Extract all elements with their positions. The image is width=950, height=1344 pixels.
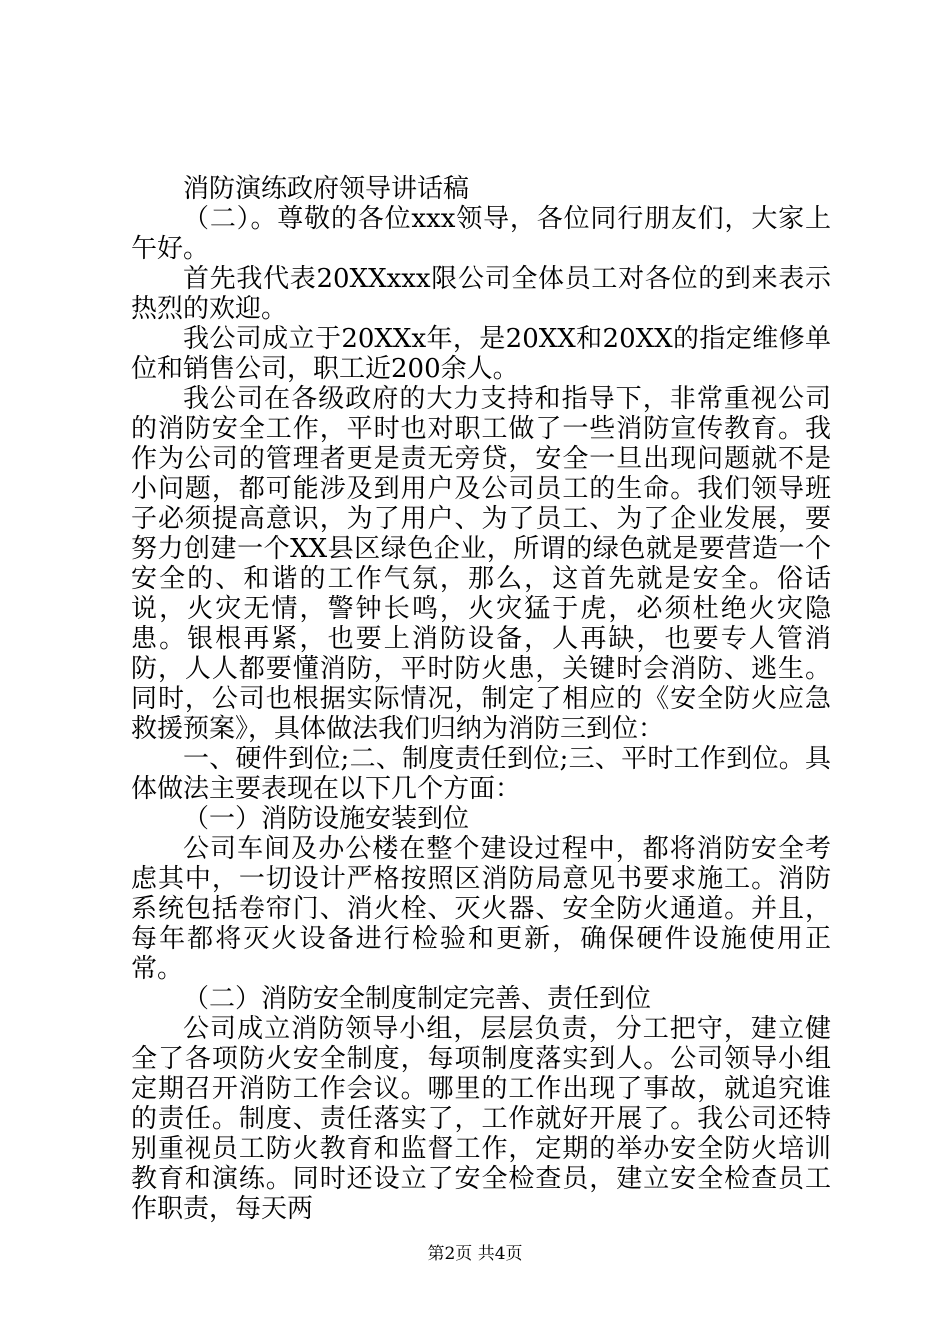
- paragraph-facilities: 公司车间及办公楼在整个建设过程中，都将消防安全考虑其中，一切设计严格按照区消防局意见书要求施工。消防系统包括卷帘门、消火栓、灭火器、安全防火通道。并且，每年都将灭火设备进行检验和更新，确保硬件设施使用正常。: [131, 834, 831, 984]
- section-heading-system: （二）消防安全制度制定完善、责任到位: [183, 984, 652, 1014]
- paragraph-safety-work: 我公司在各级政府的大力支持和指导下，非常重视公司的消防安全工作，平时也对职工做了一些消防宣传教育。我作为公司的管理者更是责无旁贷，安全一旦出现问题就不是小问题，都可能涉及到用户及公司员工的生命。我们领导班子必须提高意识，为了用户、为了员工、为了企业发展，要努力创建一个XX县区绿色企业，所谓的绿色就是要营造一个安全的、和谐的工作气氛，那么，这首先就是安全。俗话说，火灾无情，警钟长鸣，火灾猛于虎，必须杜绝火灾隐患。银根再紧，也要上消防设备，人再缺，也要专人管消防，人人都要懂消防，平时防火患，关键时会消防、逃生。同时，公司也根据实际情况，制定了相应的《安全防火应急救援预案》，具体做法我们归纳为消防三到位：: [131, 384, 831, 744]
- section-heading-facilities: （一）消防设施安装到位: [183, 804, 470, 834]
- page-number: 第2页 共4页: [427, 1244, 523, 1264]
- paragraph-company-intro: 我公司成立于20XXx年，是20XX和20XX的指定维修单位和销售公司，职工近200余人。: [131, 324, 831, 384]
- paragraph-welcome: 首先我代表20XXxxx限公司全体员工对各位的到来表示热烈的欢迎。: [131, 264, 831, 324]
- document-title: 消防演练政府领导讲话稿: [183, 174, 470, 204]
- paragraph-greeting: （二）。尊敬的各位xxx领导，各位同行朋友们，大家上午好。: [131, 204, 831, 264]
- document-body: [131, 174, 831, 1224]
- page-footer: [0, 1244, 950, 1264]
- paragraph-three-points: 一、硬件到位;二、制度责任到位;三、平时工作到位。具体做法主要表现在以下几个方面：: [131, 744, 831, 804]
- paragraph-system: 公司成立消防领导小组，层层负责，分工把守，建立健全了各项防火安全制度，每项制度落实到人。公司领导小组定期召开消防工作会议。哪里的工作出现了事故，就追究谁的责任。制度、责任落实了，工作就好开展了。我公司还特别重视员工防火教育和监督工作，定期的举办安全防火培训教育和演练。同时还设立了安全检查员，建立安全检查员工作职责，每天两: [131, 1014, 831, 1224]
